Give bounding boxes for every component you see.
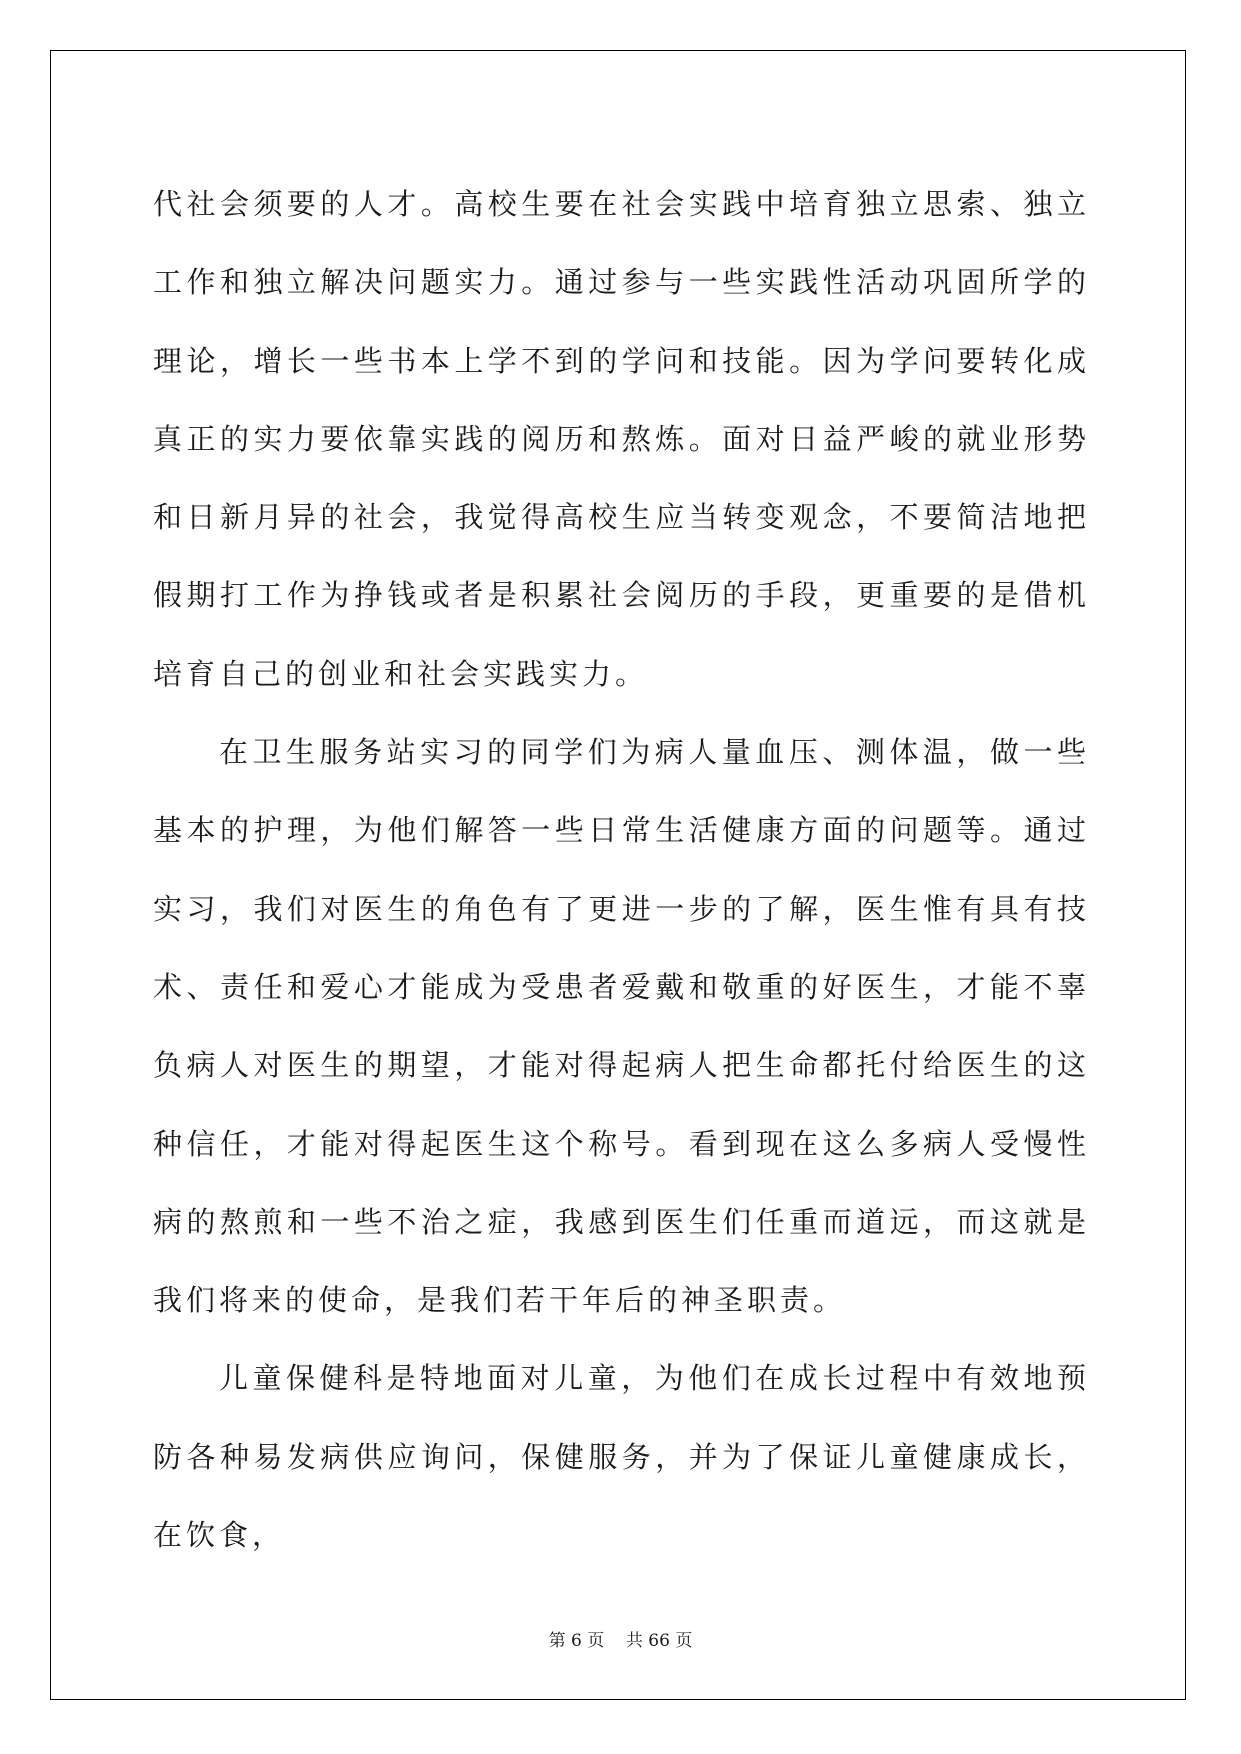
paragraph-2: 在卫生服务站实习的同学们为病人量血压、测体温，做一些基本的护理，为他们解答一些日常生活健康方面的问题等。通过实习，我们对医生的角色有了更进一步的了解，医生惟有具有技术、责任和爱心才能成为受患者爱戴和敬重的好医生，才能不辜负病人对医生的期望，才能对得起病人把生命都托付给医生的这种信任，才能对得起医生这个称号。看到现在这么多病人受慢性病的熬煎和一些不治之症，我感到医生们任重而道远，而这就是我们将来的使命，是我们若干年后的神圣职责。: [153, 735, 1090, 1318]
document-body: [153, 165, 1090, 1574]
paragraph-1: 代社会须要的人才。高校生要在社会实践中培育独立思索、独立工作和独立解决问题实力。通过参与一些实践性活动巩固所学的理论，增长一些书本上学不到的学问和技能。因为学问要转化成真正的实力要依靠实践的阅历和熬炼。面对日益严峻的就业形势和日新月异的社会，我觉得高校生应当转变观念，不要简洁地把假期打工作为挣钱或者是积累社会阅历的手段，更重要的是借机培育自己的创业和社会实践实力。: [153, 187, 1090, 691]
paragraph-3: 儿童保健科是特地面对儿童，为他们在成长过程中有效地预防各种易发病供应询问，保健服务，并为了保证儿童健康成长，在饮食，: [153, 1361, 1090, 1553]
page-footer: 第 6 页 共 66 页: [548, 1631, 693, 1651]
